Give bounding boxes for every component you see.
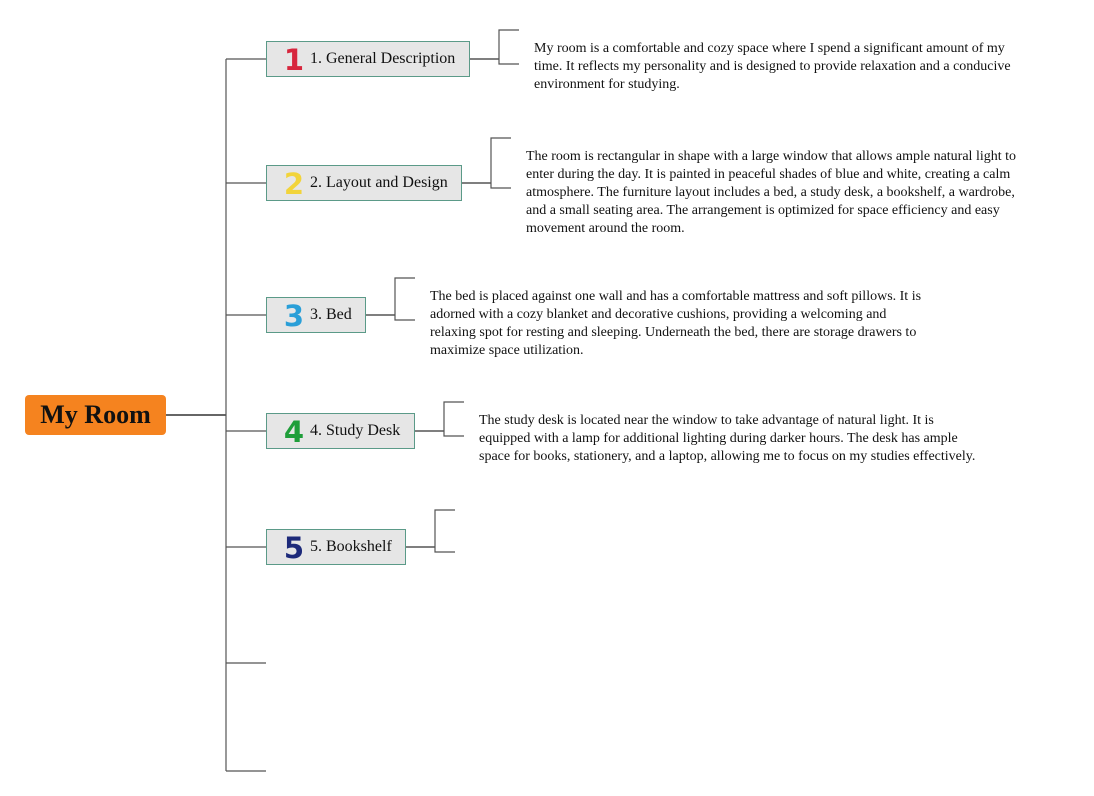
topic-description: The bed is placed against one wall and has a comfortable mattress and soft pillows. It is adorned with a cozy blanket and decorative cushions, providing a welcoming and relaxing spot for resting and sleeping. Underneath the bed, there are storage drawers to maximize space utilization.: [430, 289, 922, 358]
topic-label: 3. Bed: [310, 306, 352, 323]
number-1-icon: 1: [283, 42, 305, 77]
central-topic[interactable]: My Room: [25, 395, 166, 435]
number-3-icon: 3: [283, 298, 305, 333]
topic-label: 1. General Description: [310, 50, 456, 67]
number-2-icon: 2: [283, 166, 305, 201]
number-5-icon: 5: [283, 530, 305, 565]
topic-bookshelf[interactable]: [266, 529, 406, 565]
topic-label: 5. Bookshelf: [310, 538, 392, 555]
number-4-icon: 4: [283, 414, 305, 449]
topic-general-description[interactable]: [266, 41, 470, 77]
topic-layout-and-design[interactable]: [266, 165, 462, 201]
topic-description: The room is rectangular in shape with a large window that allows ample natural light to enter during the day. It is painted in peaceful shades of blue and white, creating a calm atmosphere. The furniture layout includes a bed, a study desk, a bookshelf, a wardrobe, and a small seating area. The arrangement is optimized for space efficiency and easy movement around the room.: [526, 149, 1016, 236]
topic-description: The study desk is located near the window to take advantage of natural light. It is equipped with a lamp for additional lighting during darker hours. The desk has ample space for books, stationery, and a laptop, allowing me to focus on my studies effectively.: [479, 413, 976, 464]
topic-description: My room is a comfortable and cozy space where I spend a significant amount of my time. It reflects my personality and is designed to provide relaxation and a conducive environment for studying.: [534, 41, 1011, 92]
topic-bed[interactable]: [266, 297, 366, 333]
topic-label: 2. Layout and Design: [310, 174, 448, 191]
topic-study-desk[interactable]: [266, 413, 415, 449]
topic-label: 4. Study Desk: [310, 422, 401, 439]
